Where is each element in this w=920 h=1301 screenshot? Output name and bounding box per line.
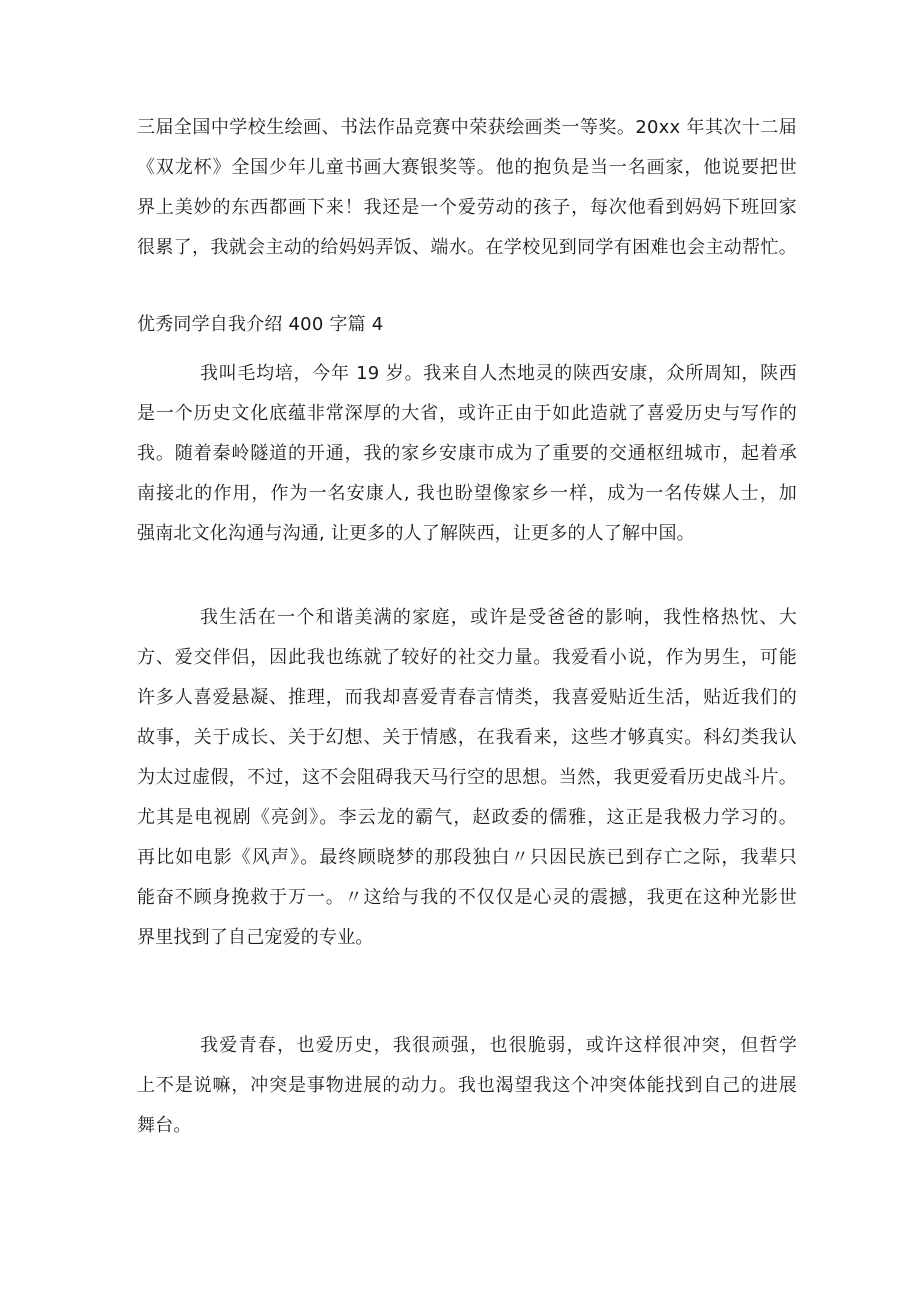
text-line: 我生活在一个和谐美满的家庭，或许是受爸爸的影响，我性格热忱、大 [200,607,797,628]
text-line: 我爱青春，也爱历史，我很顽强，也很脆弱，或许这样很冲突，但哲学 [200,1035,797,1056]
text-line: 方、爱交伴侣，因此我也练就了较好的社交力量。我爱看小说，作为男生，可能 [137,647,797,668]
paragraph-conclusion [137,1026,797,1146]
text-line: 很累了，我就会主动的给妈妈弄饭、端水。在学校见到同学有困难也会主动帮忙。 [137,237,797,258]
paragraph-family-interests [137,598,797,958]
text-line: 三届全国中学校生绘画、书法作品竞赛中荣获绘画类一等奖。20xx 年其次十二届 [137,117,797,138]
text-line: 是一个历史文化底蕴非常深厚的大省，或许正由于如此造就了喜爱历史与写作的 [137,403,797,424]
text-line: 为太过虚假，不过，这不会阻碍我天马行空的思想。当然，我更爱看历史战斗片。 [137,767,797,788]
text-line: 故事，关于成长、关于幻想、关于情感，在我看来，这些才够真实。科幻类我认 [137,727,797,748]
text-line: 强南北文化沟通与沟通, 让更多的人了解陕西，让更多的人了解中国。 [137,523,695,544]
text-line: 舞台。 [137,1115,192,1136]
heading-text: 优秀同学自我介绍 400 字篇 4 [137,314,384,335]
text-line: 《双龙杯》全国少年儿童书画大赛银奖等。他的抱负是当一名画家，他说要把世 [137,157,797,178]
text-line: 上不是说嘛，冲突是事物进展的动力。我也渴望我这个冲突体能找到自己的进展 [137,1075,797,1096]
text-line: 南接北的作用，作为一名安康人, 我也盼望像家乡一样，成为一名传媒人士，加 [137,483,797,504]
text-line: 我。随着秦岭隧道的开通，我的家乡安康市成为了重要的交通枢纽城市，起着承 [137,443,797,464]
text-line: 许多人喜爱悬凝、推理，而我却喜爱青春言情类，我喜爱贴近生活，贴近我们的 [137,687,797,708]
section-heading [137,305,797,345]
text-line: 再比如电影《风声》。最终顾晓梦的那段独白〃只因民族已到存亡之际，我辈只 [137,847,797,868]
paragraph-continuation [137,108,797,268]
text-line: 尤其是电视剧《亮剑》。李云龙的霸气，赵政委的儒雅，这正是我极力学习的。 [137,807,797,828]
paragraph-intro [137,354,797,554]
text-line: 界上美妙的东西都画下来！我还是一个爱劳动的孩子，每次他看到妈妈下班回家 [137,197,797,218]
text-line: 我叫毛均培，今年 19 岁。我来自人杰地灵的陕西安康，众所周知，陕西 [200,363,797,384]
text-line: 界里找到了自己宠爱的专业。 [137,927,374,948]
text-line: 能奋不顾身挽救于万一。〃这给与我的不仅仅是心灵的震撼，我更在这种光影世 [137,887,797,908]
